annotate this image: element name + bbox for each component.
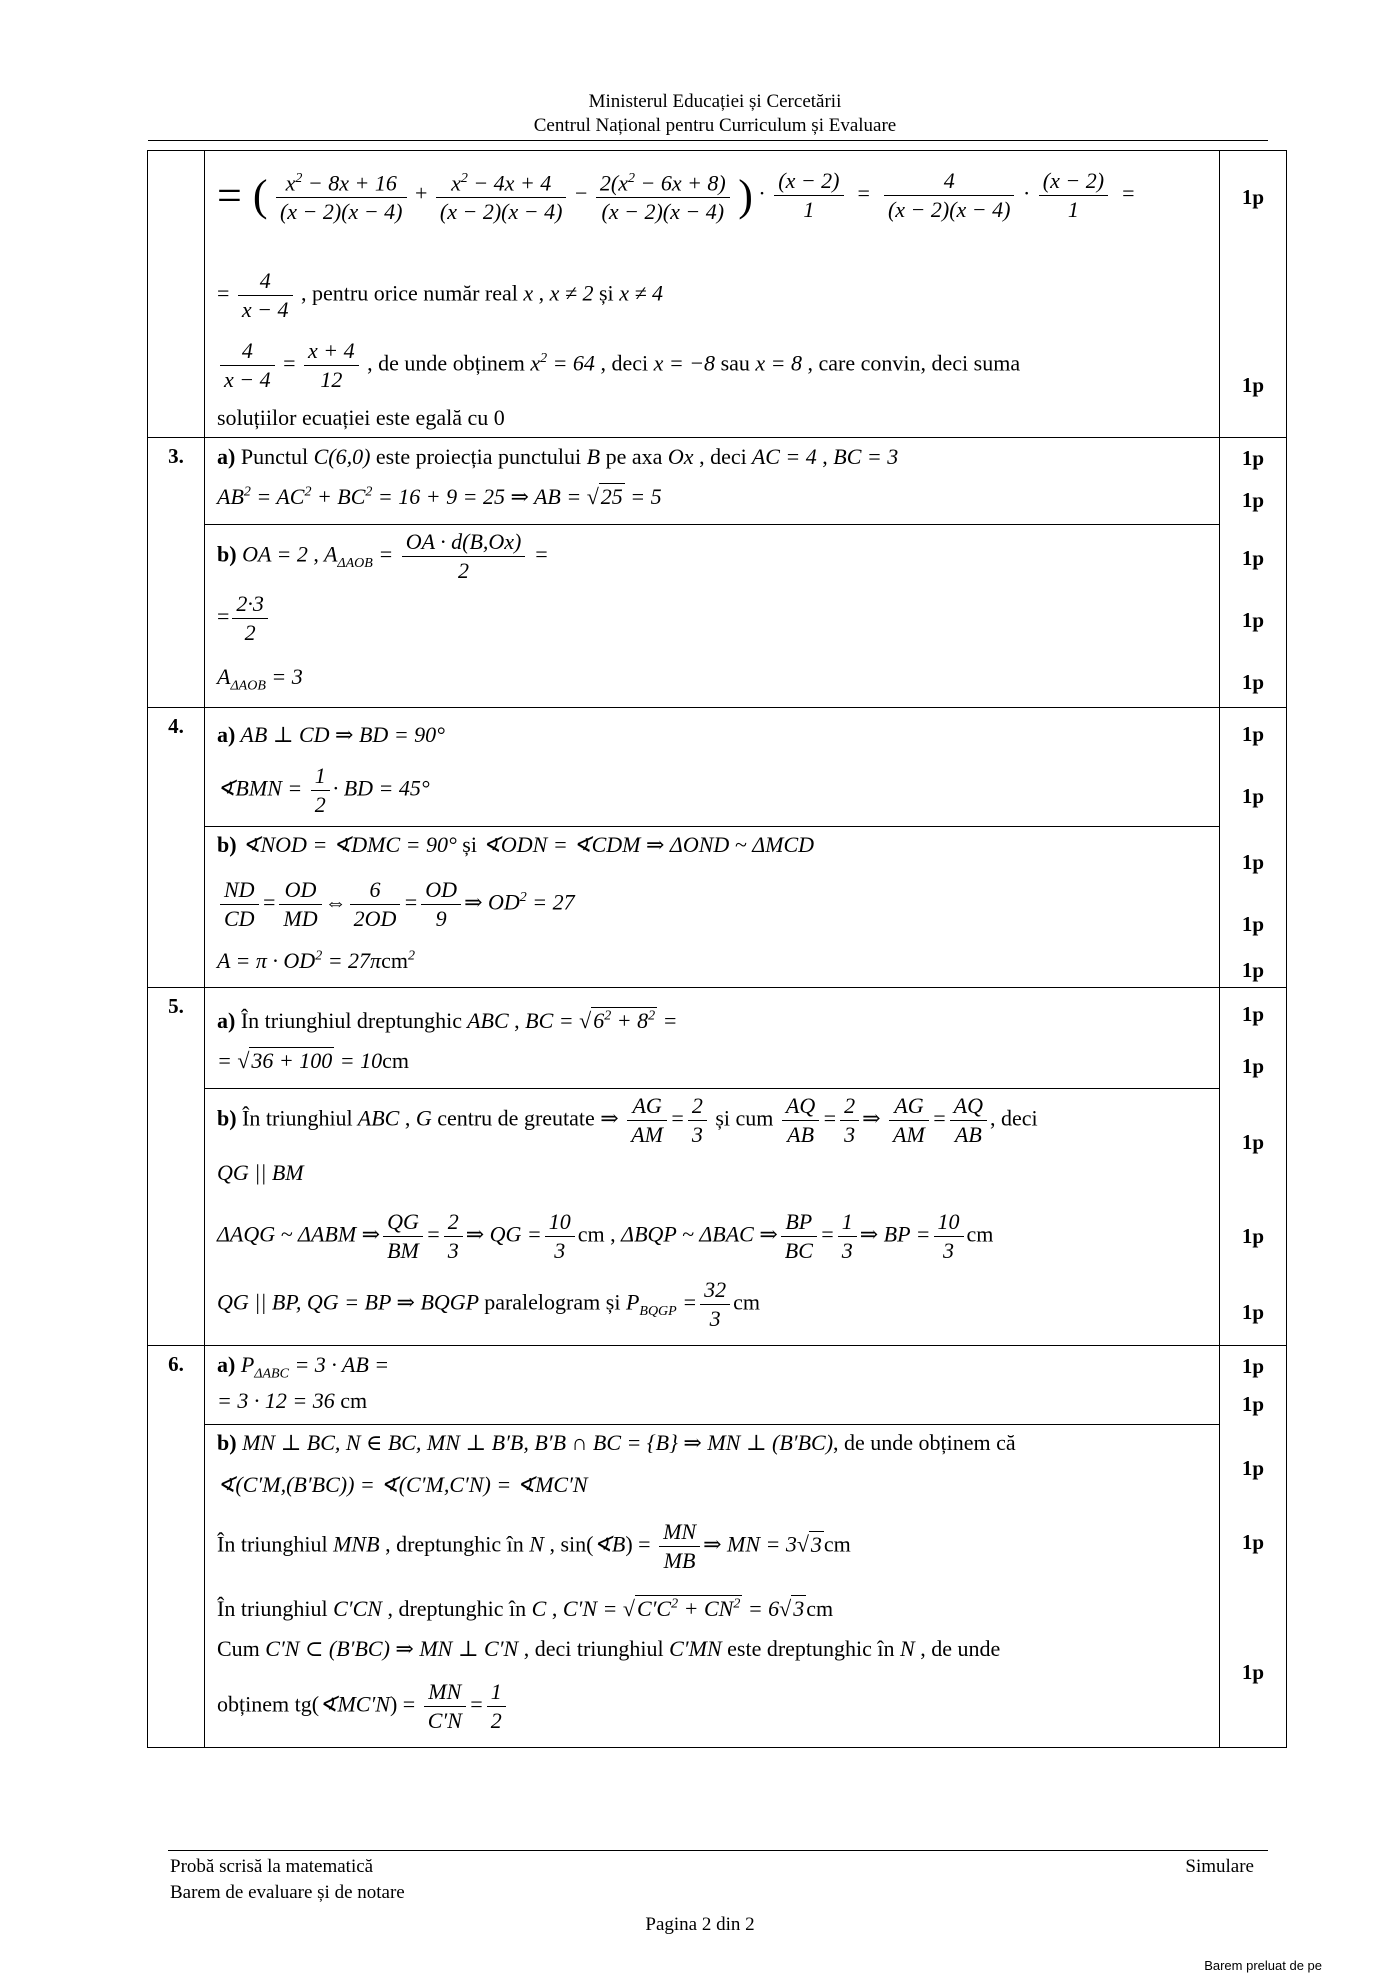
solution-line: b) În triunghiul ABC , G centru de greutate ⇒ $\frac{AG}{AM}$ = $\frac{2}{3}$ și cum $\frac{AQ}{AB}$ = $\frac{2}{3}$ ⇒ $\frac{AG}{AM}$ = $\frac{AQ}{AB}$ , deci — [217, 1093, 1038, 1147]
points-label: 1p — [1241, 784, 1265, 808]
footer-right: Simulare — [1185, 1856, 1254, 1877]
row-number: 4. — [148, 708, 205, 988]
row-number: 5. — [148, 988, 205, 1346]
points-label: 1p — [1241, 1392, 1265, 1416]
points-cell — [1220, 1346, 1287, 1748]
solution-line: ΔAQG ~ ΔABM ⇒ $\frac{QG}{BM}$ = $\frac{2}{3}$ ⇒ QG = $\frac{10}{3}$ cm , ΔBQP ~ ΔBAC ⇒ $\frac{BP}{BC}$ = $\frac{1}{3}$ ⇒ BP = $\frac{10}{3}$ cm — [217, 1209, 994, 1263]
solution-line: Cum C′N ⊂ (B′BC) ⇒ MN ⊥ C′N , deci triunghiul C′MN este dreptunghic în N , de unde — [217, 1636, 1001, 1661]
points-cell — [1220, 438, 1287, 708]
table-row — [148, 438, 1287, 708]
row-number: 6. — [148, 1346, 205, 1748]
points-label: 1p — [1241, 1002, 1265, 1026]
solution-line: a) $P_{\Delta ABC} = 3$ · AB = — [217, 1352, 390, 1382]
points-label: 1p — [1241, 488, 1265, 512]
points-label: 1p — [1241, 546, 1265, 570]
points-label: 1p — [1241, 185, 1265, 209]
points-label: 1p — [1241, 1300, 1265, 1324]
solution-cell — [205, 151, 1220, 438]
footer-subject: Probă scrisă la matematică — [170, 1856, 374, 1877]
footer-left — [170, 1854, 405, 1906]
table-row — [148, 708, 1287, 988]
table-row — [148, 151, 1287, 438]
footer-doc-type: Barem de evaluare și de notare — [170, 1882, 405, 1903]
solution-line: = √36 + 100 = 10cm — [217, 1048, 410, 1073]
solution-line: a) În triunghiul dreptunghic ABC , BC = $√6^2 + 8^2$ = — [217, 1008, 678, 1033]
points-cell — [1220, 708, 1287, 988]
solution-cell — [205, 708, 1220, 988]
points-cell — [1220, 151, 1287, 438]
header-ministry: Ministerul Educației și Cercetării — [588, 91, 842, 112]
solution-line: = $\frac{4}{x - 4}$ , pentru orice număr real x , x ≠ 2 și x ≠ 4 — [217, 268, 664, 322]
points-label: 1p — [1241, 912, 1265, 936]
solution-line: QG || BP, QG = BP ⇒ BQGP paralelogram și $P_{BQGP}$ = $\frac{32}{3}$ cm — [217, 1277, 760, 1331]
grading-table — [147, 150, 1287, 1748]
solution-line: $A = \pi \cdot OD^2 = 27\pi cm^2$ — [217, 948, 415, 973]
points-label: 1p — [1241, 608, 1265, 632]
solution-line: În triunghiul C′CN , dreptunghic în C , $C'N = √C'C^2 + CN^2 = 6√3cm$ — [217, 1596, 834, 1621]
points-label: 1p — [1241, 1354, 1265, 1378]
solution-cell — [205, 438, 1220, 708]
solution-line: QG || BM — [217, 1160, 304, 1185]
solution-line: obținem tg(∢MC′N) = $\frac{MN}{C'N}$ = $\frac{1}{2}$ — [217, 1678, 1213, 1735]
solution-line: $AB^2 = AC^2 + BC^2 = 16 + 9 = 25$ ⇒ AB = √25 = 5 — [217, 484, 662, 509]
table-row — [148, 1346, 1287, 1748]
row-number — [148, 151, 205, 438]
points-label: 1p — [1241, 1054, 1265, 1078]
points-label: 1p — [1241, 850, 1265, 874]
solution-line: În triunghiul MNB , dreptunghic în N , sin(∢B) = $\frac{MN}{MB}$ ⇒ MN = 3√3cm — [217, 1519, 851, 1573]
solution-line: ∢(C′M,(B′BC)) = ∢(C′M,C′N) = ∢MC′N — [217, 1472, 588, 1497]
page-number: Pagina 2 din 2 — [645, 1914, 755, 1935]
points-label: 1p — [1241, 1456, 1265, 1480]
solution-cell — [205, 1346, 1220, 1748]
solution-line: = ( $\frac{x^2 - 8x + 16}{(x - 2)(x - 4)}$ + $\frac{x^2 - 4x + 4}{(x - 2)(x - 4)}$ − $\frac{2(x^2 - 6x + 8)}{(x - 2)(x - 4)}$ ) · $\frac{(x - 2)}{1}$ = $\frac{4}{(x - 2)(x - 4)}$ · $\frac{(x - 2)}{1}$ = — [217, 165, 1213, 226]
points-label: 1p — [1241, 373, 1265, 397]
solution-line: $\frac{ND}{CD}$ = $\frac{OD}{MD}$ ⇔ $\frac{6}{2OD}$ = $\frac{OD}{9}$ ⇒ $OD^2 = 27$ — [217, 876, 1213, 933]
solution-line: $A_{\Delta AOB} = 3$ — [217, 664, 303, 694]
points-label: 1p — [1241, 1130, 1265, 1154]
footer-rule — [168, 1850, 1268, 1851]
table-row — [148, 988, 1287, 1346]
points-label: 1p — [1241, 1530, 1265, 1554]
points-cell — [1220, 988, 1287, 1346]
solution-line: = $\frac{2\cdot 3}{2}$ — [217, 590, 1213, 647]
solution-line: b) MN ⊥ BC, N ∈ BC, MN ⊥ B′B, B′B ∩ BC = {B} ⇒ MN ⊥ (B′BC), de unde obținem că — [217, 1430, 1016, 1455]
header-center: Centrul Național pentru Curriculum și Evaluare — [533, 115, 897, 136]
header-rule — [148, 140, 1268, 141]
solution-line: $\frac{4}{x - 4}$ = $\frac{x + 4}{12}$ , de unde obținem $x^2 = 64$ , deci x = −8 sau x = 8 , care convin, deci suma — [217, 337, 1213, 394]
points-label: 1p — [1241, 670, 1265, 694]
points-label: 1p — [1241, 446, 1265, 470]
points-label: 1p — [1241, 1224, 1265, 1248]
solution-line: soluțiilor ecuației este egală cu 0 — [217, 405, 505, 430]
solution-cell — [205, 988, 1220, 1346]
points-label: 1p — [1241, 958, 1265, 982]
solution-line: a) Punctul C(6,0) este proiecția punctului B pe axa Ox , deci AC = 4 , BC = 3 — [217, 444, 899, 469]
points-label: 1p — [1241, 722, 1265, 746]
row-number: 3. — [148, 438, 205, 708]
corner-note: Barem preluat de pe — [1204, 1958, 1322, 1973]
solution-line: a) AB ⊥ CD ⇒ BD = 90° — [217, 722, 445, 747]
solution-line: = 3 · 12 = 36 cm — [217, 1388, 368, 1413]
solution-line: b) ∢NOD = ∢DMC = 90° și ∢ODN = ∢CDM ⇒ ΔOND ~ ΔMCD — [217, 832, 814, 857]
solution-line: b) OA = 2 , $A_{\Delta AOB}$ = $\frac{OA \cdot d(B,Ox)}{2}$ = — [217, 529, 549, 583]
points-label: 1p — [1241, 1660, 1265, 1684]
solution-line: ∢BMN = $\frac{1}{2}$ · BD = 45° — [217, 763, 430, 817]
